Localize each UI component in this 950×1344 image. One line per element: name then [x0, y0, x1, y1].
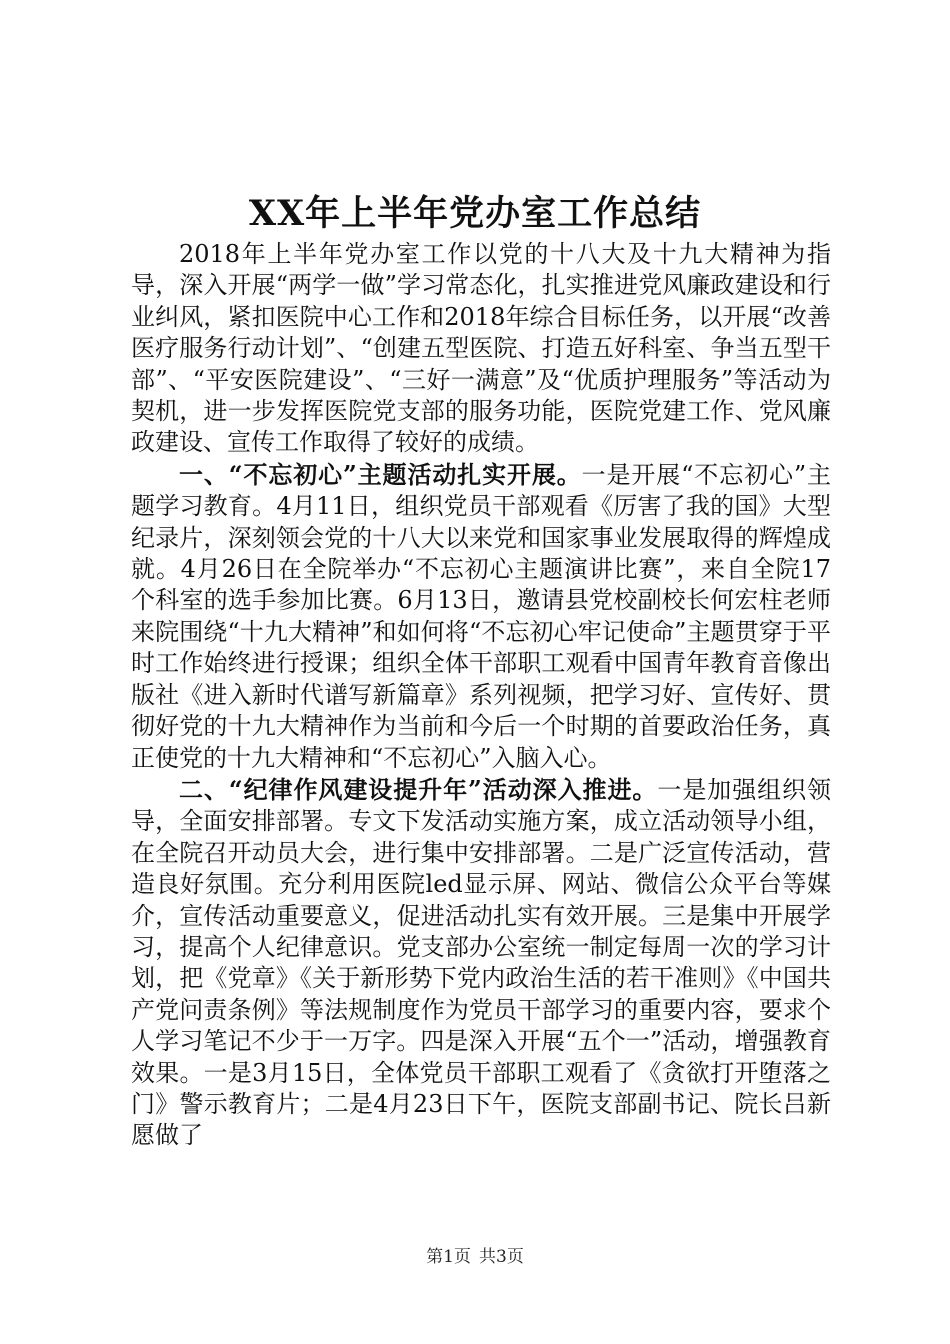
section-two-paragraph: [131, 774, 831, 1152]
intro-paragraph: [131, 238, 831, 459]
page-total: 共3页: [479, 1247, 524, 1267]
section-one-text: 一是开展“不忘初心”主题学习教育。4月11日，组织党员干部观看《厉害了我的国》大型纪录片，深刻领会党的十八大以来党和国家事业发展取得的辉煌成就。4月26日在全院举办“不忘初心主题演讲比赛”，来自全院17个科室的选手参加比赛。6月13日，邀请县党校副校长何宏柱老师来院围绕“十九大精神”和如何将“不忘初心牢记使命”主题贯穿于平时工作始终进行授课；组织全体干部职工观看中国青年教育音像出版社《进入新时代谱写新篇章》系列视频，把学习好、宣传好、贯彻好党的十九大精神作为当前和今后一个时期的首要政治任务，真正使党的十九大精神和“不忘初心”入脑入心。: [131, 460, 831, 772]
document-title: XX年上半年党办室工作总结: [248, 193, 702, 234]
section-one-paragraph: [131, 459, 831, 774]
section-two-text: 一是加强组织领导，全面安排部署。专文下发活动实施方案，成立活动领导小组，在全院召开动员大会，进行集中安排部署。二是广泛宣传活动，营造良好氛围。充分利用医院led显示屏、网站、微信公众平台等媒介，宣传活动重要意义，促进活动扎实有效开展。三是集中开展学习，提高个人纪律意识。党支部办公室统一制定每周一次的学习计划，把《党章》《关于新形势下党内政治生活的若干准则》《中国共产党问责条例》等法规制度作为党员干部学习的重要内容，要求个人学习笔记不少于一万字。四是深入开展“五个一”活动，增强教育效果。一是3月15日，全体党员干部职工观看了《贪欲打开堕落之门》警示教育片；二是4月23日下午，医院支部副书记、院长吕新愿做了: [131, 775, 832, 1150]
section-two-heading: 二、“纪律作风建设提升年”活动深入推进。: [179, 774, 658, 804]
page-footer: [0, 1242, 950, 1267]
paragraph-text: 2018年上半年党办室工作以党的十八大及十九大精神为指导，深入开展“两学一做”学习常态化，扎实推进党风廉政建设和行业纠风，紧扣医院中心工作和2018年综合目标任务，以开展“改善医疗服务行动计划”、“创建五型医院、打造五好科室、争当五型干部”、“平安医院建设”、“三好一满意”及“优质护理服务”等活动为契机，进一步发挥医院党支部的服务功能，医院党建工作、党风廉政建设、宣传工作取得了较好的成绩。: [131, 240, 831, 457]
document-body: [131, 238, 831, 1152]
section-one-heading: 一、“不忘初心”主题活动扎实开展。: [179, 459, 582, 489]
page-number: 第1页: [426, 1247, 471, 1267]
